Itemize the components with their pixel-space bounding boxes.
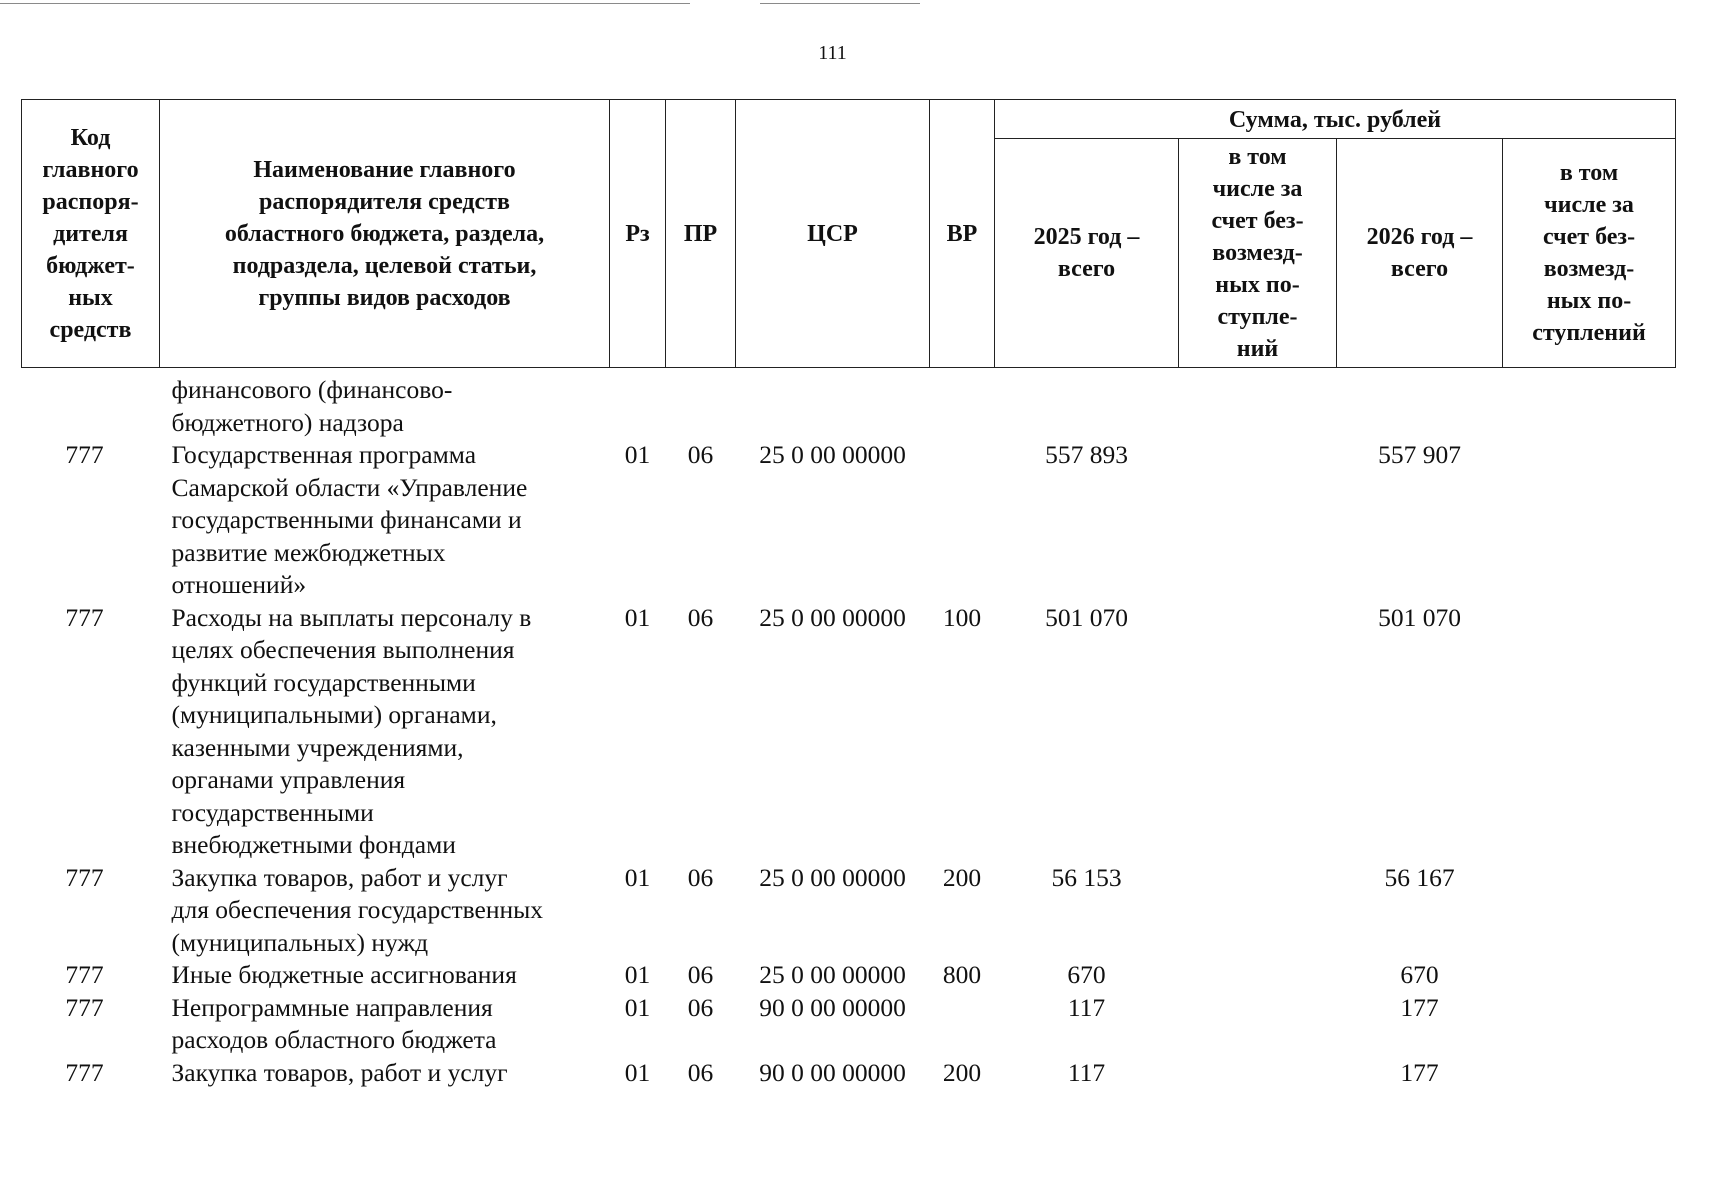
cell-pr bbox=[666, 368, 736, 440]
name-line: Государственная программа bbox=[171, 440, 477, 469]
header-total-2026: 2026 год – всего bbox=[1337, 139, 1503, 368]
cell-rz: 01 bbox=[624, 862, 651, 892]
header-sum-group: Сумма, тыс. рублей bbox=[995, 100, 1676, 139]
name-line: государственными bbox=[171, 797, 374, 827]
cell-code: 777 bbox=[65, 862, 104, 892]
header-csr: ЦСР bbox=[736, 100, 930, 368]
page-number: 111 bbox=[818, 42, 847, 64]
cell-gratuitous-2025 bbox=[1179, 602, 1337, 862]
cell-gratuitous-2025 bbox=[1179, 439, 1337, 602]
cell-vr: 200 bbox=[942, 862, 982, 892]
cell-rz bbox=[610, 368, 666, 440]
name-line: финансового (финансово- bbox=[171, 375, 453, 404]
scan-edge-line bbox=[0, 3, 690, 4]
name-line: бюджетного) надзора bbox=[171, 407, 404, 437]
cell-total-2025: 117 bbox=[1067, 992, 1106, 1022]
name-line: Самарской области «Управление bbox=[171, 472, 528, 502]
cell-gratuitous-2026 bbox=[1503, 602, 1676, 862]
cell-total-2025: 501 070 bbox=[1045, 602, 1128, 632]
header-vr: ВР bbox=[930, 100, 995, 368]
cell-code bbox=[22, 368, 160, 440]
cell-rz: 01 bbox=[624, 1057, 651, 1087]
header-total-2025: 2025 год – всего bbox=[995, 139, 1179, 368]
table-body bbox=[22, 368, 1676, 1090]
cell-gratuitous-2025 bbox=[1179, 862, 1337, 960]
cell-total-2025: 670 bbox=[1067, 960, 1106, 989]
cell-total-2026: 177 bbox=[1400, 992, 1439, 1022]
header-gratuitous-2025: в том числе за счет без- возмезд- ных по- ступле- ний bbox=[1179, 139, 1337, 368]
name-line: Непрограммные направления bbox=[171, 992, 493, 1022]
cell-gratuitous-2025 bbox=[1179, 1057, 1337, 1090]
table-row bbox=[22, 602, 1676, 862]
cell-total-2026 bbox=[1337, 368, 1503, 440]
budget-table bbox=[21, 99, 1676, 1089]
cell-gratuitous-2026 bbox=[1503, 992, 1676, 1057]
name-line: (муниципальными) органами, bbox=[171, 700, 497, 729]
cell-total-2026: 177 bbox=[1400, 1057, 1439, 1087]
name-line: органами управления bbox=[171, 765, 406, 794]
cell-total-2025: 117 bbox=[1067, 1057, 1106, 1087]
name-line: отношений» bbox=[171, 570, 307, 599]
cell-vr: 100 bbox=[942, 602, 982, 632]
cell-rz: 01 bbox=[624, 992, 651, 1022]
cell-vr bbox=[930, 439, 995, 602]
name-line: Иные бюджетные ассигнования bbox=[171, 960, 517, 989]
cell-vr bbox=[930, 992, 995, 1057]
name-line: расходов областного бюджета bbox=[171, 1025, 497, 1054]
cell-pr: 06 bbox=[687, 602, 714, 632]
header-code: Код главного распоря- дителя бюджет- ных средств bbox=[22, 100, 160, 368]
name-line: Закупка товаров, работ и услуг bbox=[171, 1057, 508, 1087]
cell-csr bbox=[736, 368, 930, 440]
cell-gratuitous-2026 bbox=[1503, 1057, 1676, 1090]
cell-name bbox=[160, 862, 610, 960]
cell-rz: 01 bbox=[624, 440, 651, 469]
name-line: функций государственными bbox=[171, 667, 476, 697]
cell-total-2025 bbox=[995, 368, 1179, 440]
cell-csr: 25 0 00 00000 bbox=[759, 960, 906, 989]
cell-total-2025: 557 893 bbox=[1045, 440, 1128, 469]
cell-rz: 01 bbox=[624, 960, 651, 989]
cell-pr: 06 bbox=[687, 1057, 714, 1087]
name-line: (муниципальных) нужд bbox=[171, 927, 429, 957]
cell-vr bbox=[930, 368, 995, 440]
header-rz: Рз bbox=[610, 100, 666, 368]
scan-edge-line bbox=[760, 3, 920, 4]
cell-csr: 25 0 00 00000 bbox=[759, 440, 906, 469]
cell-rz: 01 bbox=[624, 602, 651, 632]
cell-total-2025: 56 153 bbox=[1051, 862, 1122, 892]
cell-pr: 06 bbox=[687, 960, 714, 989]
cell-total-2026: 670 bbox=[1400, 960, 1439, 989]
cell-code: 777 bbox=[65, 440, 104, 469]
table-header bbox=[22, 100, 1676, 368]
cell-name bbox=[160, 1057, 610, 1090]
name-line: внебюджетными фондами bbox=[171, 830, 456, 859]
cell-vr: 200 bbox=[942, 1057, 982, 1087]
cell-code: 777 bbox=[65, 1057, 104, 1087]
cell-code: 777 bbox=[65, 992, 104, 1022]
cell-csr: 90 0 00 00000 bbox=[759, 1057, 906, 1087]
cell-name bbox=[160, 368, 610, 440]
name-line: Расходы на выплаты персоналу в bbox=[171, 602, 532, 632]
table-row bbox=[22, 959, 1676, 992]
table-row bbox=[22, 368, 1676, 440]
table-row bbox=[22, 862, 1676, 960]
name-line: для обеспечения государственных bbox=[171, 895, 544, 924]
cell-gratuitous-2026 bbox=[1503, 368, 1676, 440]
cell-gratuitous-2026 bbox=[1503, 439, 1676, 602]
cell-total-2026: 56 167 bbox=[1384, 862, 1455, 892]
cell-name bbox=[160, 992, 610, 1057]
table-row bbox=[22, 439, 1676, 602]
name-line: казенными учреждениями, bbox=[171, 732, 464, 762]
cell-total-2026: 501 070 bbox=[1378, 602, 1461, 632]
cell-name bbox=[160, 959, 610, 992]
cell-pr: 06 bbox=[687, 992, 714, 1022]
cell-gratuitous-2026 bbox=[1503, 959, 1676, 992]
cell-gratuitous-2025 bbox=[1179, 959, 1337, 992]
cell-name bbox=[160, 602, 610, 862]
cell-name bbox=[160, 439, 610, 602]
cell-csr: 25 0 00 00000 bbox=[759, 862, 906, 892]
name-line: Закупка товаров, работ и услуг bbox=[171, 862, 508, 892]
cell-pr: 06 bbox=[687, 862, 714, 892]
table-row bbox=[22, 1057, 1676, 1090]
cell-gratuitous-2025 bbox=[1179, 992, 1337, 1057]
cell-code: 777 bbox=[65, 960, 104, 989]
name-line: государственными финансами и bbox=[171, 505, 522, 534]
cell-pr: 06 bbox=[687, 440, 714, 469]
cell-vr: 800 bbox=[942, 960, 982, 989]
header-name: Наименование главного распорядителя средств областного бюджета, раздела, подраздела, целевой статьи, группы видов расходов bbox=[160, 100, 610, 368]
cell-gratuitous-2026 bbox=[1503, 862, 1676, 960]
header-pr: ПР bbox=[666, 100, 736, 368]
cell-code: 777 bbox=[65, 602, 104, 632]
cell-csr: 90 0 00 00000 bbox=[759, 992, 906, 1022]
cell-total-2026: 557 907 bbox=[1378, 440, 1461, 469]
cell-csr: 25 0 00 00000 bbox=[759, 602, 906, 632]
table-row bbox=[22, 992, 1676, 1057]
cell-gratuitous-2025 bbox=[1179, 368, 1337, 440]
header-gratuitous-2026: в том числе за счет без- возмезд- ных по- ступлений bbox=[1503, 139, 1676, 368]
name-line: развитие межбюджетных bbox=[171, 537, 446, 567]
name-line: целях обеспечения выполнения bbox=[171, 635, 515, 664]
